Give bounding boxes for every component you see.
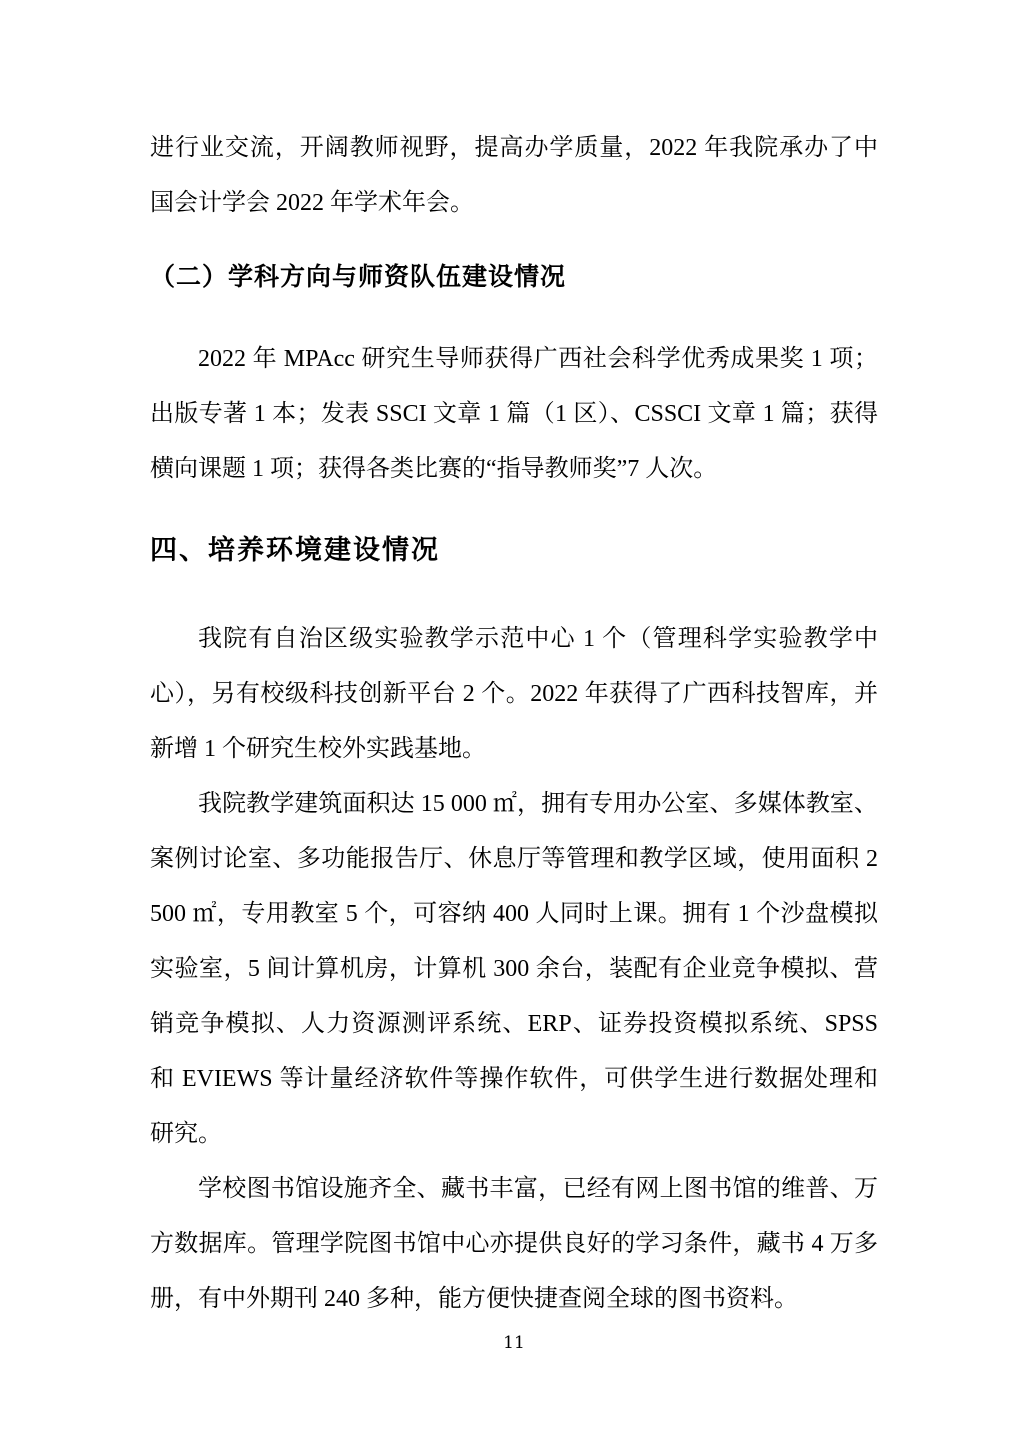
paragraph-library [150,1162,878,1327]
body-text-line: 国会计学会 2022 年学术年会。 [150,190,474,216]
body-text-line: 实验室，5 间计算机房，计算机 300 余台，装配有企业竞争模拟、营 [150,956,878,982]
body-text-line: 出版专著 1 本；发表 SSCI 文章 1 篇（1 区）、CSSCI 文章 1 篇；获得 [150,401,878,427]
body-text-line: 进行业交流，开阔教师视野，提高办学质量，2022 年我院承办了中 [150,135,878,161]
page-number: 11 [503,1333,525,1353]
body-text-line: 心），另有校级科技创新平台 2 个。2022 年获得了广西科技智库，并 [150,681,878,707]
body-text-line: 册，有中外期刊 240 多种，能方便快捷查阅全球的图书资料。 [150,1286,798,1312]
section-heading-sub: （二）学科方向与师资队伍建设情况 [150,264,567,291]
body-text-line: 研究。 [150,1121,222,1147]
paragraph-mpacc-achievements [150,332,878,497]
paragraph-continuation [150,121,878,231]
body-text-line: 2022 年 MPAcc 研究生导师获得广西社会科学优秀成果奖 1 项； [198,346,878,372]
body-text-line: 方数据库。管理学院图书馆中心亦提供良好的学习条件，藏书 4 万多 [150,1231,878,1257]
paragraph-facilities [150,777,878,1162]
body-text-line: 销竞争模拟、人力资源测评系统、ERP、证券投资模拟系统、SPSS [150,1011,878,1037]
body-text-line: 学校图书馆设施齐全、藏书丰富，已经有网上图书馆的维普、万 [198,1176,878,1202]
body-text-line: 我院教学建筑面积达 15 000 ㎡，拥有专用办公室、多媒体教室、 [198,791,878,817]
body-text-line: 和 EVIEWS 等计量经济软件等操作软件，可供学生进行数据处理和 [150,1066,878,1092]
body-text-line: 新增 1 个研究生校外实践基地。 [150,736,486,762]
body-text-line: 我院有自治区级实验教学示范中心 1 个（管理科学实验教学中 [198,626,878,652]
body-text-line: 案例讨论室、多功能报告厅、休息厅等管理和教学区域，使用面积 2 [150,846,878,872]
body-text-line: 横向课题 1 项；获得各类比赛的“指导教师奖”7 人次。 [150,456,718,482]
section-heading-main: 四、培养环境建设情况 [150,535,440,565]
body-text-line: 500 ㎡，专用教室 5 个，可容纳 400 人同时上课。拥有 1 个沙盘模拟 [150,901,878,927]
paragraph-platforms [150,612,878,777]
